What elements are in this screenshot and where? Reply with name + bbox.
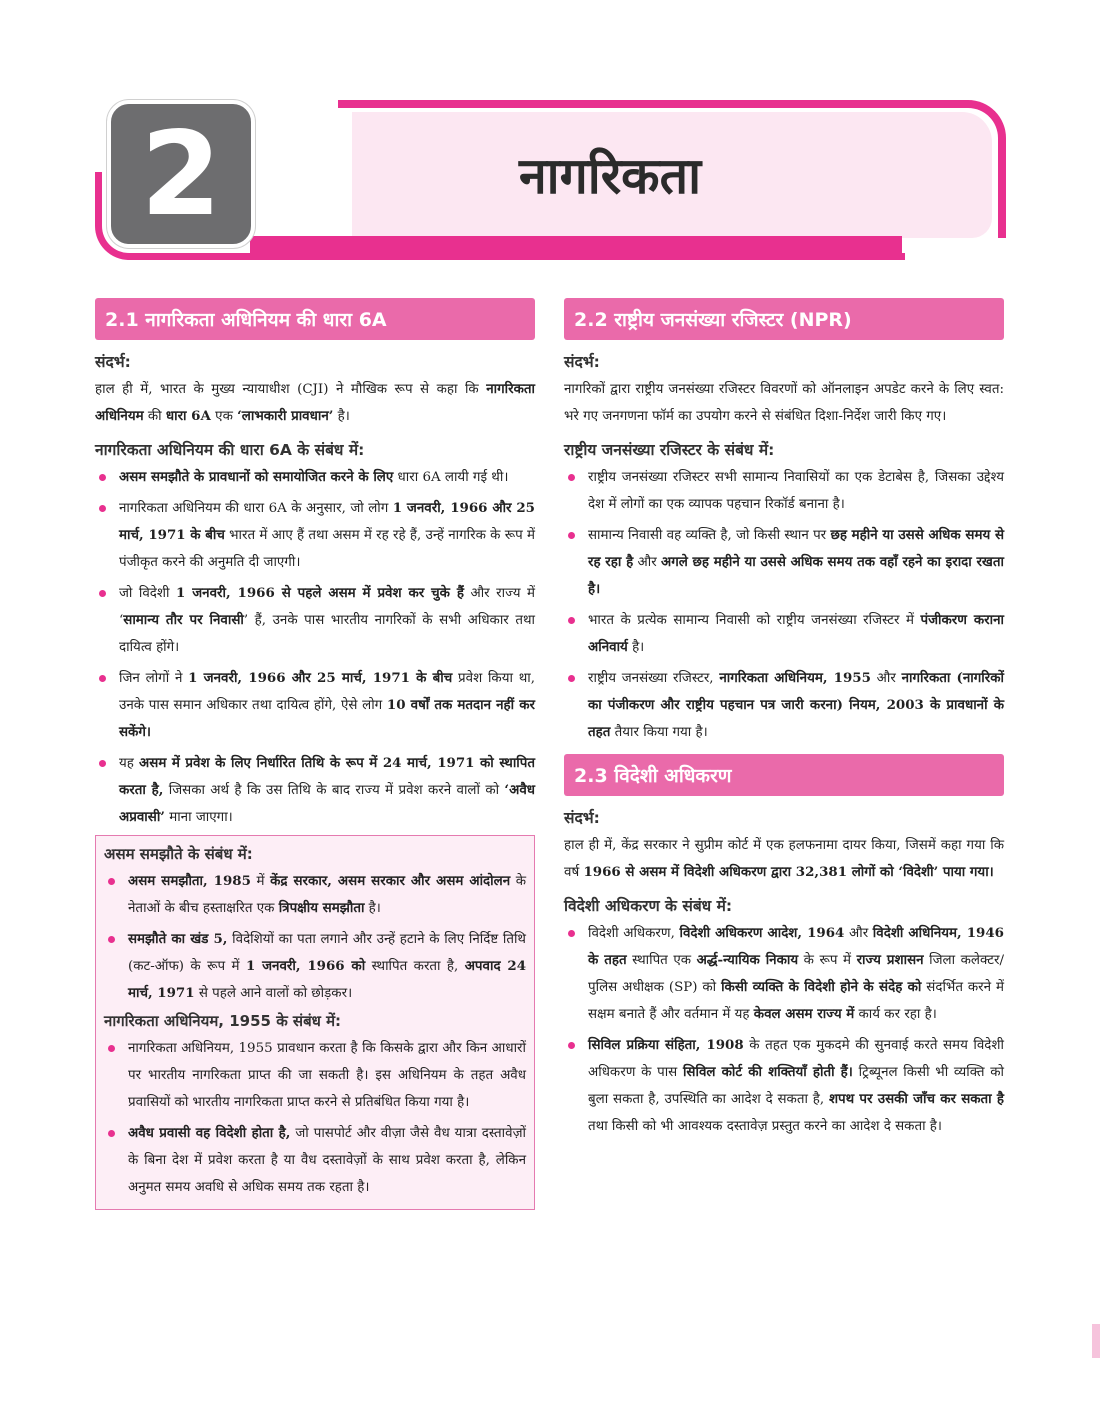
list-item xyxy=(95,495,535,576)
bullet-list xyxy=(104,868,526,1007)
list-item xyxy=(104,1035,526,1116)
bullet-icon xyxy=(108,878,115,885)
list-item xyxy=(564,665,1004,746)
list-item xyxy=(95,750,535,831)
info-box xyxy=(95,835,535,1210)
list-item-text: अवैध प्रवासी वह विदेशी होता है, जो पासपोर्ट और वीज़ा जैसे वैध यात्रा दस्तावेज़ों के बिना देश में प्रवेश करता है या वैध दस्तावेज़ों के साथ प्रवेश करता है, लेकिन अनुमत समय अवधि से अधिक समय तक रहता है। xyxy=(128,1125,526,1195)
section-heading-2-1: 2.1 नागरिकता अधिनियम की धारा 6A xyxy=(95,298,535,340)
list-item xyxy=(95,665,535,746)
list-item-text: असम समझौते के प्रावधानों को समायोजित करने के लिए धारा 6A लायी गई थी। xyxy=(119,469,509,485)
list-item xyxy=(564,920,1004,1028)
bullet-list xyxy=(95,464,535,831)
bullet-icon xyxy=(99,590,106,597)
context-text: नागरिकों द्वारा राष्ट्रीय जनसंख्या रजिस्टर विवरणों को ऑनलाइन अपडेट करने के लिए स्वत: भरे गए जनगणना फॉर्म का उपयोग करने से संबंधित दिशा-निर्देश जारी किए गए। xyxy=(564,382,1004,424)
bullet-icon xyxy=(99,675,106,682)
section-heading-2-2: 2.2 राष्ट्रीय जनसंख्या रजिस्टर (NPR) xyxy=(564,298,1004,340)
section-heading-2-3: 2.3 विदेशी अधिकरण xyxy=(564,754,1004,796)
list-item xyxy=(104,926,526,1007)
citizenship-act-label: नागरिकता अधिनियम, 1955 के संबंध में: xyxy=(104,1012,342,1030)
list-item-text: राष्ट्रीय जनसंख्या रजिस्टर सभी सामान्य निवासियों का एक डेटाबेस है, जिसका उद्देश्य देश में लोगों का एक व्यापक पहचान रिकॉर्ड बनाना है। xyxy=(588,470,1004,512)
list-item-text: जिन लोगों ने 1 जनवरी, 1966 और 25 मार्च, 1971 के बीच प्रवेश किया था, उनके पास समान अधिकार तथा दायित्व होंगे, ऐसे लोग 10 वर्षों तक मतदान नहीं कर सकेंगे। xyxy=(119,670,535,740)
bullet-icon xyxy=(568,617,575,624)
list-item-text: नागरिकता अधिनियम की धारा 6A के अनुसार, जो लोग 1 जनवरी, 1966 और 25 मार्च, 1971 के बीच भारत में आए हैं तथा असम में रह रहे हैं, उन्हें नागरिक के रूप में पंजीकृत करने की अनुमति दी जाएगी। xyxy=(119,500,536,570)
about-label: विदेशी अधिकरण के संबंध में: xyxy=(564,897,733,915)
chapter-title: नागरिकता xyxy=(518,147,702,205)
list-item-text: भारत के प्रत्येक सामान्य निवासी को राष्ट्रीय जनसंख्या रजिस्टर में पंजीकरण कराना अनिवार्य है। xyxy=(588,612,1004,655)
context-text: हाल ही में, भारत के मुख्य न्यायाधीश (CJI) ने मौखिक रूप से कहा कि नागरिकता अधिनियम की धारा 6A एक ‘लाभकारी प्रावधान’ है। xyxy=(95,381,535,424)
list-item xyxy=(104,868,526,922)
list-item-text: विदेशी अधिकरण, विदेशी अधिकरण आदेश, 1964 और विदेशी अधिनियम, 1946 के तहत स्थापित एक अर्द्ध-न्यायिक निकाय के रूप में राज्य प्रशासन जिला कलेक्टर/पुलिस अधीक्षक (SP) को किसी व्यक्ति के विदेशी होने के संदेह को संदर्भित करने में सक्षम बनाते हैं और वर्तमान में यह केवल असम राज्य में कार्य कर रहा है। xyxy=(588,925,1005,1022)
list-item-text: असम समझौता, 1985 में केंद्र सरकार, असम सरकार और असम आंदोलन के नेताओं के बीच हस्ताक्षरित एक त्रिपक्षीय समझौता है। xyxy=(128,873,527,916)
bullet-list xyxy=(564,920,1004,1140)
about-label: नागरिकता अधिनियम की धारा 6A के संबंध में: xyxy=(95,441,365,459)
list-item xyxy=(564,522,1004,603)
list-item xyxy=(104,1120,526,1201)
bullet-list xyxy=(104,1035,526,1201)
assam-accord-label: असम समझौते के संबंध में: xyxy=(104,845,253,863)
page-edge-tab xyxy=(1092,1324,1100,1358)
left-column xyxy=(95,298,535,1210)
bullet-icon xyxy=(108,936,115,943)
bullet-icon xyxy=(108,1130,115,1137)
bullet-icon xyxy=(568,1042,575,1049)
context-label: संदर्भ: xyxy=(564,809,600,827)
list-item-text: समझौते का खंड 5, विदेशियों का पता लगाने और उन्हें हटाने के लिए निर्दिष्ट तिथि (कट-ऑफ) के रूप में 1 जनवरी, 1966 को स्थापित करता है, अपवाद 24 मार्च, 1971 से पहले आने वालों को छोड़कर। xyxy=(128,931,527,1001)
chapter-number: 2 xyxy=(107,100,255,248)
list-item xyxy=(564,607,1004,661)
bullet-icon xyxy=(99,760,106,767)
bullet-icon xyxy=(568,930,575,937)
bullet-icon xyxy=(568,675,575,682)
bullet-icon xyxy=(108,1045,115,1052)
context-label: संदर्भ: xyxy=(564,353,600,371)
bullet-icon xyxy=(99,474,106,481)
list-item-text: जो विदेशी 1 जनवरी, 1966 से पहले असम में प्रवेश कर चुके हैं और राज्य में ‘सामान्य तौर पर निवासी’ हैं, उनके पास भारतीय नागरिकों के सभी अधिकार तथा दायित्व होंगे। xyxy=(119,585,536,655)
about-label: राष्ट्रीय जनसंख्या रजिस्टर के संबंध में: xyxy=(564,441,775,459)
list-item xyxy=(564,464,1004,518)
list-item-text: यह असम में प्रवेश के लिए निर्धारित तिथि के रूप में 24 मार्च, 1971 को स्थापित करता है, जिसका अर्थ है कि उस तिथि के बाद राज्य में प्रवेश करने वालों को ‘अवैध अप्रवासी’ माना जाएगा। xyxy=(119,755,536,825)
bullet-icon xyxy=(568,474,575,481)
context-text: हाल ही में, केंद्र सरकार ने सुप्रीम कोर्ट में एक हलफनामा दायर किया, जिसमें कहा गया कि वर्ष 1966 से असम में विदेशी अधिकरण द्वारा 32,381 लोगों को ‘विदेशी’ पाया गया। xyxy=(564,838,1004,880)
list-item-text: नागरिकता अधिनियम, 1955 प्रावधान करता है कि किसके द्वारा और किन आधारों पर भारतीय नागरिकता प्राप्त की जा सकती है। इस अधिनियम के तहत अवैध प्रवासियों को भारतीय नागरिकता प्राप्त करने से प्रतिबंधित किया गया है। xyxy=(128,1041,526,1110)
list-item xyxy=(95,464,535,491)
bullet-list xyxy=(564,464,1004,746)
bullet-icon xyxy=(568,532,575,539)
right-column xyxy=(564,298,1004,1144)
context-label: संदर्भ: xyxy=(95,353,131,371)
list-item-text: राष्ट्रीय जनसंख्या रजिस्टर, नागरिकता अधिनियम, 1955 और नागरिकता (नागरिकों का पंजीकरण और राष्ट्रीय पहचान पत्र जारी करना) नियम, 2003 के प्रावधानों के तहत तैयार किया गया है। xyxy=(588,670,1005,740)
list-item xyxy=(95,580,535,661)
bullet-icon xyxy=(99,505,106,512)
list-item-text: सिविल प्रक्रिया संहिता, 1908 के तहत एक मुकदमे की सुनवाई करते समय विदेशी अधिकरण के पास सिविल कोर्ट की शक्तियाँ होती हैं। ट्रिब्यूनल किसी भी व्यक्ति को बुला सकता है, उपस्थिति का आदेश दे सकता है, शपथ पर उसकी जाँच कर सकता है तथा किसी को भी आवश्यक दस्तावेज़ प्रस्तुत करने का आदेश दे सकता है। xyxy=(588,1037,1005,1134)
list-item-text: सामान्य निवासी वह व्यक्ति है, जो किसी स्थान पर छह महीने या उससे अधिक समय से रह रहा है और अगले छह महीने या उससे अधिक समय तक वहाँ रहने का इरादा रखता है। xyxy=(588,527,1004,597)
list-item xyxy=(564,1032,1004,1140)
header-bottom-bar xyxy=(250,236,902,260)
